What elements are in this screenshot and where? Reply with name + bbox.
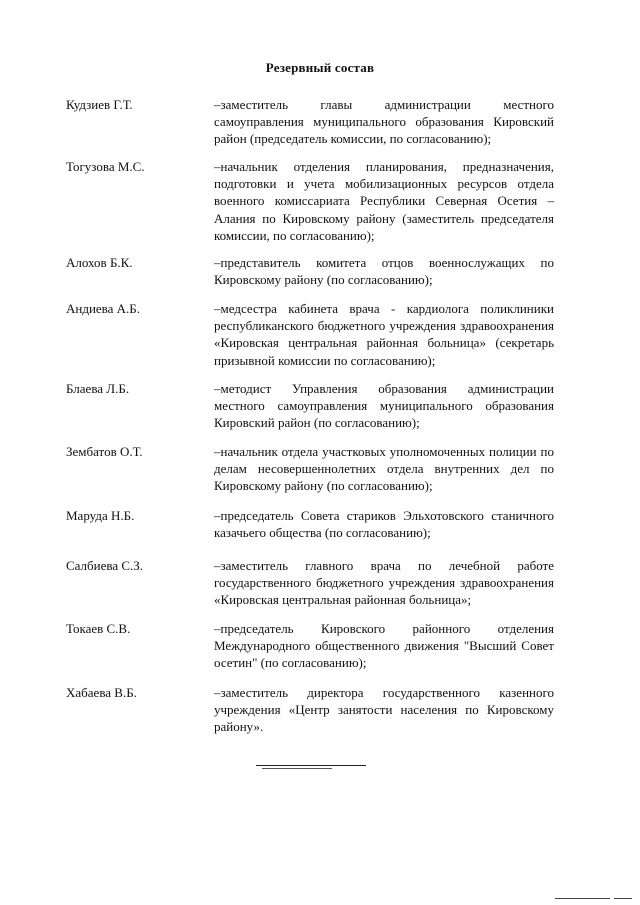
corner-mark bbox=[555, 898, 610, 899]
member-role: –председатель Кировского районного отделения Международного общественного движения "Высший Совет осетин" (по согласованию); bbox=[214, 621, 554, 671]
member-role: –начальник отделения планирования, предназначения, подготовки и учета мобилизационных ресурсов отдела военного комиссариата Республики Северная Осетия – Алания по Кировскому району (заместитель председателя комиссии, по согласованию); bbox=[214, 159, 554, 243]
member-role: –методист Управления образования администрации местного самоуправления муниципального образования Кировский район (по согласованию); bbox=[214, 381, 554, 431]
member-name: Хабаева В.Б. bbox=[66, 685, 137, 700]
member-role: –заместитель директора государственного казенного учреждения «Центр занятости населения по Кировскому району». bbox=[214, 685, 554, 735]
member-name: Маруда Н.Б. bbox=[66, 508, 135, 523]
member-name: Салбиева С.З. bbox=[66, 558, 144, 573]
corner-mark bbox=[614, 898, 632, 899]
member-role: –председатель Совета стариков Эльхотовского станичного казачьего общества (по согласованию); bbox=[214, 508, 554, 541]
member-name: Кудзиев Г.Т. bbox=[66, 97, 133, 112]
member-name: Тогузова М.С. bbox=[66, 159, 145, 174]
member-role: –начальник отдела участковых уполномоченных полиции по делам несовершеннолетних отдела внутренних дел по Кировскому району (по согласованию); bbox=[214, 444, 554, 494]
member-role: –заместитель главы администрации местного самоуправления муниципального образования Кировский район (председатель комиссии, по согласованию); bbox=[214, 97, 554, 147]
member-name: Андиева А.Б. bbox=[66, 301, 141, 316]
member-role: –медсестра кабинета врача - кардиолога поликлиники республиканского бюджетного учреждения здравоохранения «Кировская центральная районная больница» (секретарь призывной комиссии по согласованию); bbox=[214, 301, 554, 368]
member-role: –заместитель главного врача по лечебной работе государственного бюджетного учреждения здравоохранения «Кировская центральная районная больница»; bbox=[214, 558, 554, 608]
document-title: Резервный состав bbox=[265, 60, 375, 75]
member-name: Блаева Л.Б. bbox=[66, 381, 130, 396]
member-role: –представитель комитета отцов военнослужащих по Кировскому району (по согласованию); bbox=[214, 255, 554, 288]
closing-rule-underline bbox=[262, 768, 332, 769]
closing-rule bbox=[256, 765, 366, 766]
member-name: Алохов Б.К. bbox=[66, 255, 133, 270]
member-name: Токаев С.В. bbox=[66, 621, 131, 636]
member-name: Зембатов О.Т. bbox=[66, 444, 143, 459]
